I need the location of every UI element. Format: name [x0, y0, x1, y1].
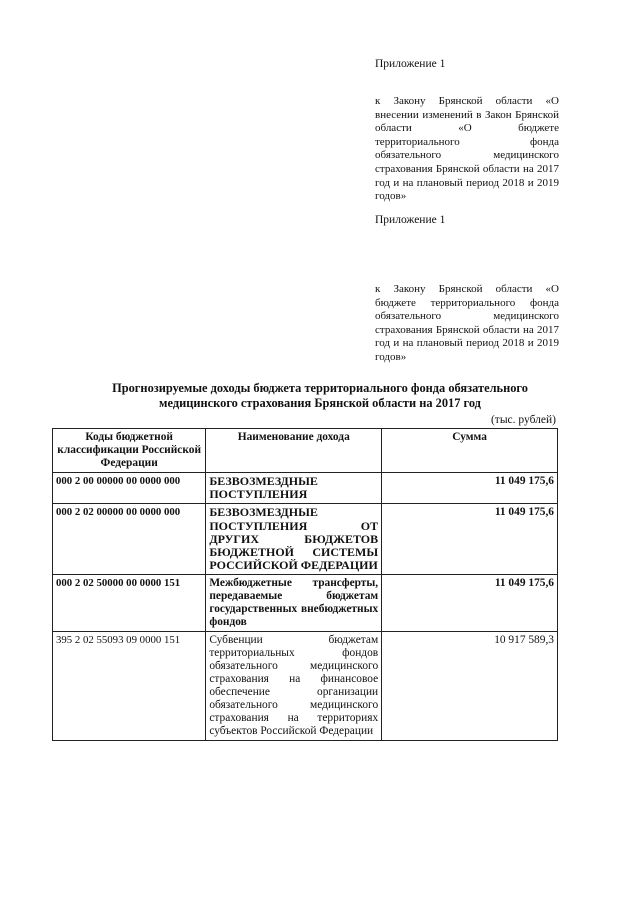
row-code: 000 2 00 00000 00 0000 000 — [53, 473, 206, 504]
row-name: Субвенции бюджетам территориальных фондов обязательного медицинского страхования на финансовое обеспечение организации обязательного медицинского страхования на территориях субъектов Российской Федерации — [206, 632, 382, 741]
heading-line-1: Прогнозируемые доходы бюджета территориального фонда обязательного — [112, 381, 528, 395]
row-code: 395 2 02 55093 09 0000 151 — [53, 632, 206, 741]
row-code: 000 2 02 50000 00 0000 151 — [53, 575, 206, 632]
document-heading — [40, 381, 600, 411]
units-label: (тыс. рублей) — [490, 414, 556, 426]
column-header-name: Наименование дохода — [206, 429, 382, 473]
revenue-table — [52, 428, 558, 741]
row-code: 000 2 02 00000 00 0000 000 — [53, 504, 206, 575]
row-name: БЕЗВОЗМЕЗДНЫЕ ПОСТУПЛЕНИЯ ОТ ДРУГИХ БЮДЖЕТОВ БЮДЖЕТНОЙ СИСТЕМЫ РОССИЙСКОЙ ФЕДЕРАЦИИ — [206, 504, 382, 575]
table-row — [53, 504, 558, 575]
row-name: БЕЗВОЗМЕЗДНЫЕ ПОСТУПЛЕНИЯ — [206, 473, 382, 504]
row-sum: 11 049 175,6 — [382, 575, 558, 632]
table-row — [53, 473, 558, 504]
appendix-2-text: к Закону Брянской области «О бюджете территориального фонда обязательного медицинского страхования Брянской области на 2017 год и на плановый период 2018 и 2019 годов» — [375, 283, 559, 363]
appendix-1-text: к Закону Брянской области «О внесении изменений в Закон Брянской области «О бюджете территориального фонда обязательного медицинского страхования Брянской области на 2017 год и на плановый период 2018 и 2019 годов» — [375, 95, 559, 203]
row-sum: 10 917 589,3 — [382, 632, 558, 741]
column-header-codes: Коды бюджетной классификации Российской Федерации — [53, 429, 206, 473]
row-sum: 11 049 175,6 — [382, 504, 558, 575]
row-name: Межбюджетные трансферты, передаваемые бюджетам государственных внебюджетных фондов — [206, 575, 382, 632]
appendix-1-title: Приложение 1 — [375, 58, 446, 70]
heading-line-2: медицинского страхования Брянской области на 2017 год — [159, 396, 481, 410]
column-header-sum: Сумма — [382, 429, 558, 473]
appendix-2-title: Приложение 1 — [375, 214, 446, 226]
table-row — [53, 632, 558, 741]
row-sum: 11 049 175,6 — [382, 473, 558, 504]
table-row — [53, 575, 558, 632]
table-header-row — [53, 429, 558, 473]
